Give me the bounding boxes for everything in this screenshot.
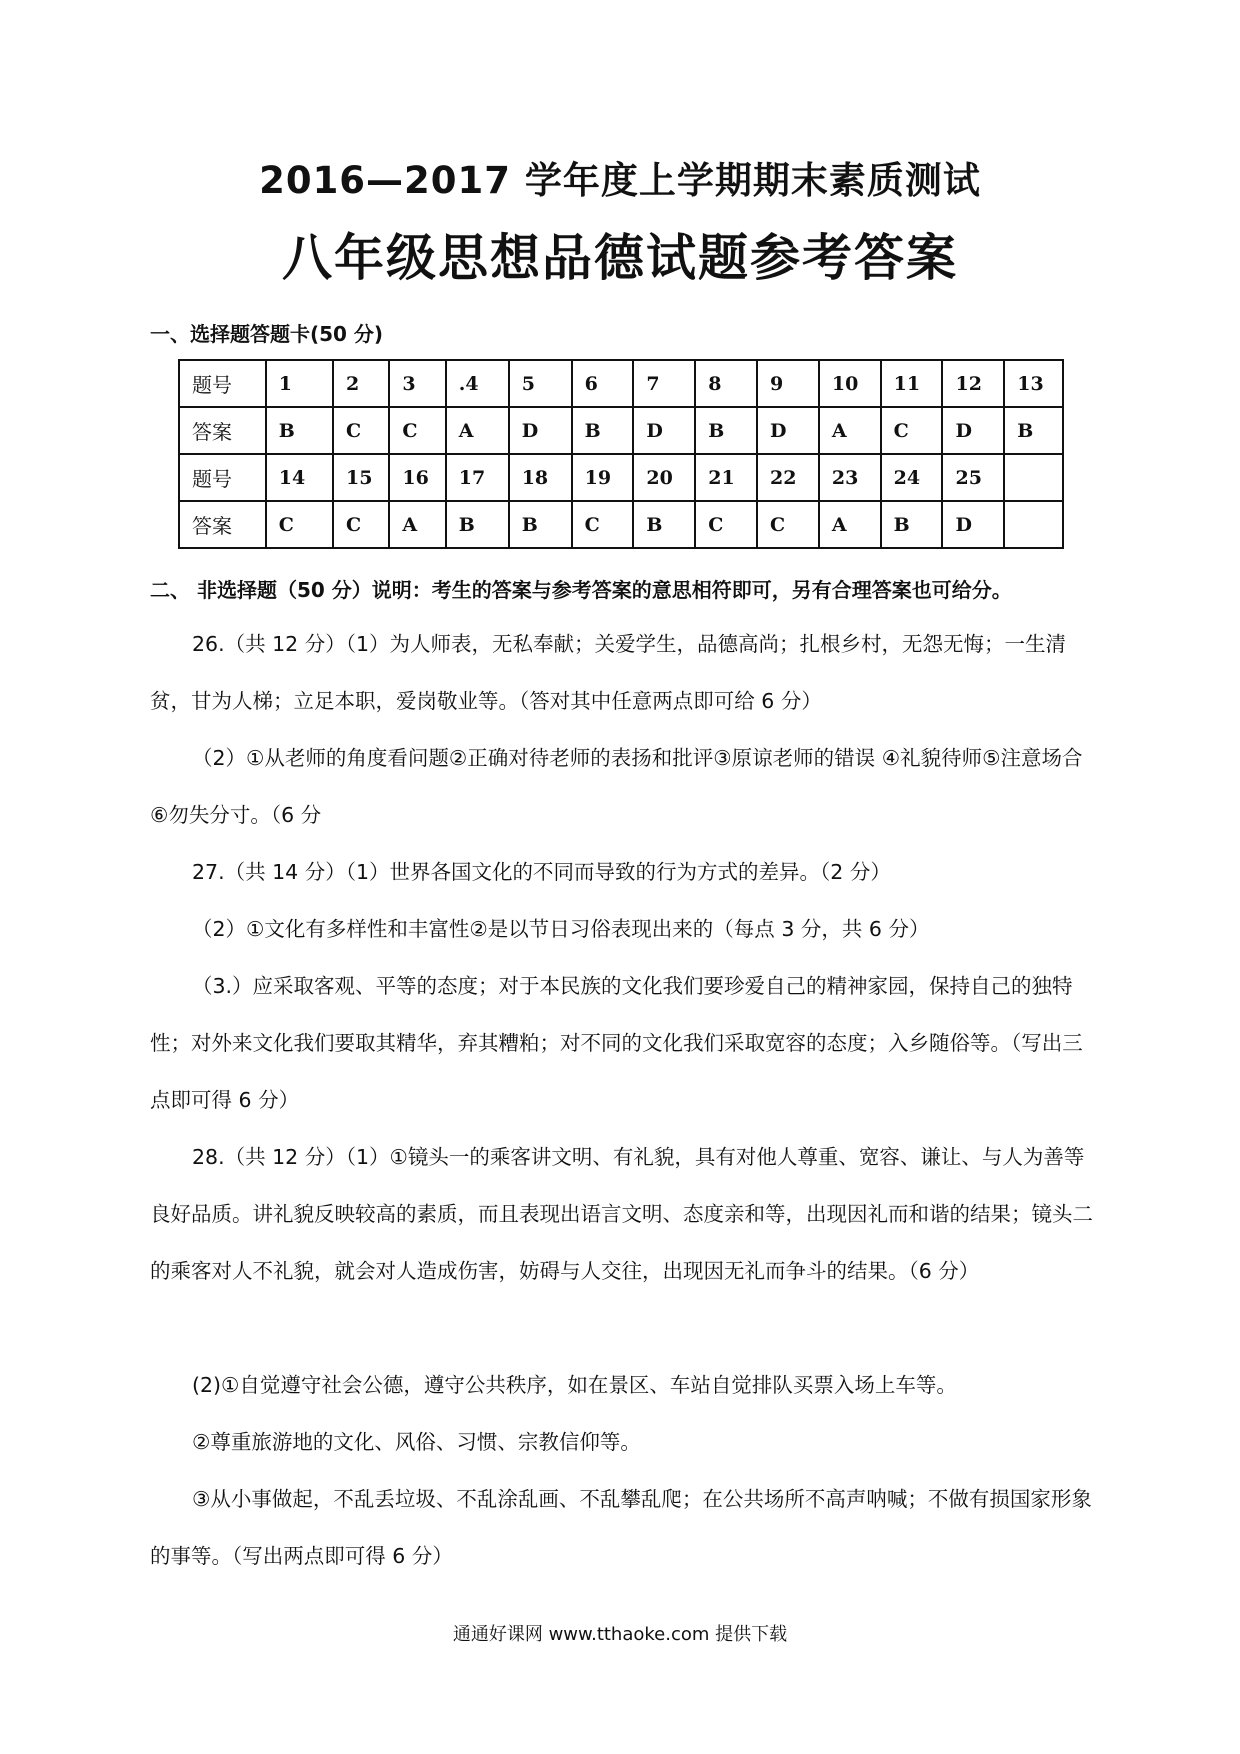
question-number-cell: 14 bbox=[266, 454, 333, 501]
q28-part2-item3: ③从小事做起，不乱丢垃圾、不乱涂乱画、不乱攀乱爬；在公共场所不高声呐喊；不做有损国家形象的事等。（写出两点即可得 6 分） bbox=[150, 1487, 1092, 1568]
answer-cell: B bbox=[633, 501, 695, 548]
answer-cell: A bbox=[819, 501, 881, 548]
answer-cell: D bbox=[633, 407, 695, 454]
answer-cell: D bbox=[942, 501, 1004, 548]
question-number-cell: 2 bbox=[333, 360, 389, 407]
answer-cell: C bbox=[333, 407, 389, 454]
question-number-cell: 21 bbox=[695, 454, 757, 501]
question-number-cell: 1 bbox=[266, 360, 333, 407]
section1-heading: 一、选择题答题卡(50 分) bbox=[150, 322, 384, 346]
q27-part2: （2）①文化有多样性和丰富性②是以节日习俗表现出来的（每点 3 分，共 6 分） bbox=[192, 917, 930, 941]
question-number-cell: 24 bbox=[881, 454, 943, 501]
question-number-cell bbox=[1004, 454, 1063, 501]
answer-label: 答案 bbox=[179, 501, 266, 548]
answer-cell: B bbox=[881, 501, 943, 548]
answer-table-body bbox=[179, 360, 1063, 548]
question-number-cell: 10 bbox=[819, 360, 881, 407]
question-number-cell: 6 bbox=[572, 360, 634, 407]
answer-card-table bbox=[178, 359, 1064, 549]
answer-cell: D bbox=[757, 407, 819, 454]
answer-cell: C bbox=[389, 407, 445, 454]
section2-heading: 二、 非选择题（50 分）说明：考生的答案与参考答案的意思相符即可，另有合理答案也可给分。 bbox=[150, 578, 1012, 602]
exam-title-line1: 2016—2017 学年度上学期期末素质测试 bbox=[259, 159, 981, 202]
question-number-cell: 23 bbox=[819, 454, 881, 501]
answer-cell: B bbox=[509, 501, 572, 548]
answer-cell: B bbox=[446, 501, 509, 548]
question-number-cell: 15 bbox=[333, 454, 389, 501]
question-number-cell: 17 bbox=[446, 454, 509, 501]
answer-cell: C bbox=[333, 501, 389, 548]
q27-part3: （3.）应采取客观、平等的态度；对于本民族的文化我们要珍爱自己的精神家园，保持自己的独特性；对外来文化我们要取其精华，弃其糟粕；对不同的文化我们采取宽容的态度；入乡随俗等。（写出三点即可得 6 分） bbox=[150, 974, 1083, 1112]
answer-cell: D bbox=[942, 407, 1004, 454]
question-number-label: 题号 bbox=[179, 360, 266, 407]
answer-cell: B bbox=[572, 407, 634, 454]
answer-row bbox=[179, 501, 1063, 548]
q27-part1: 27.（共 14 分）（1）世界各国文化的不同而导致的行为方式的差异。（2 分） bbox=[192, 860, 891, 884]
question-number-cell: 25 bbox=[942, 454, 1004, 501]
question-number-cell: 16 bbox=[389, 454, 445, 501]
answer-cell: C bbox=[695, 501, 757, 548]
answer-cell: B bbox=[1004, 407, 1063, 454]
answer-cell: A bbox=[819, 407, 881, 454]
answer-cell: A bbox=[446, 407, 509, 454]
question-number-row bbox=[179, 454, 1063, 501]
question-number-cell: 3 bbox=[389, 360, 445, 407]
answer-cell: B bbox=[695, 407, 757, 454]
question-number-row bbox=[179, 360, 1063, 407]
question-number-label: 题号 bbox=[179, 454, 266, 501]
answer-cell: C bbox=[572, 501, 634, 548]
question-number-cell: 19 bbox=[572, 454, 634, 501]
footer-source: 通通好课网 www.tthaoke.com 提供下载 bbox=[452, 1624, 788, 1645]
question-number-cell: 22 bbox=[757, 454, 819, 501]
question-number-cell: 7 bbox=[633, 360, 695, 407]
exam-title-line2: 八年级思想品德试题参考答案 bbox=[282, 229, 958, 287]
question-number-cell: 5 bbox=[509, 360, 572, 407]
answer-cell: A bbox=[389, 501, 445, 548]
q28-part2-item1: (2)①自觉遵守社会公德，遵守公共秩序，如在景区、车站自觉排队买票入场上车等。 bbox=[192, 1373, 957, 1397]
answer-cell bbox=[1004, 501, 1063, 548]
answer-row bbox=[179, 407, 1063, 454]
answer-cell: C bbox=[266, 501, 333, 548]
q26-part1: 26.（共 12 分）（1）为人师表，无私奉献；关爱学生，品德高尚；扎根乡村，无怨无悔；一生清贫，甘为人梯；立足本职，爱岗敬业等。（答对其中任意两点即可给 6 分） bbox=[150, 632, 1067, 713]
q28-part1: 28.（共 12 分）（1）①镜头一的乘客讲文明、有礼貌，具有对他人尊重、宽容、谦让、与人为善等良好品质。讲礼貌反映较高的素质，而且表现出语言文明、态度亲和等，出现因礼而和谐的结果；镜头二的乘客对人不礼貌，就会对人造成伤害，妨碍与人交往，出现因无礼而争斗的结果。（6 分） bbox=[150, 1145, 1093, 1283]
question-number-cell: .4 bbox=[446, 360, 509, 407]
question-number-cell: 12 bbox=[942, 360, 1004, 407]
answer-cell: B bbox=[266, 407, 333, 454]
answer-cell: D bbox=[509, 407, 572, 454]
question-number-cell: 11 bbox=[881, 360, 943, 407]
answer-cell: C bbox=[757, 501, 819, 548]
question-number-cell: 8 bbox=[695, 360, 757, 407]
answer-cell: C bbox=[881, 407, 943, 454]
q26-part2: （2）①从老师的角度看问题②正确对待老师的表扬和批评③原谅老师的错误 ④礼貌待师⑤注意场合 ⑥勿失分寸。（6 分 bbox=[150, 746, 1083, 827]
answer-label: 答案 bbox=[179, 407, 266, 454]
question-number-cell: 18 bbox=[509, 454, 572, 501]
question-number-cell: 20 bbox=[633, 454, 695, 501]
question-number-cell: 9 bbox=[757, 360, 819, 407]
q28-part2-item2: ②尊重旅游地的文化、风俗、习惯、宗教信仰等。 bbox=[192, 1430, 641, 1454]
question-number-cell: 13 bbox=[1004, 360, 1063, 407]
